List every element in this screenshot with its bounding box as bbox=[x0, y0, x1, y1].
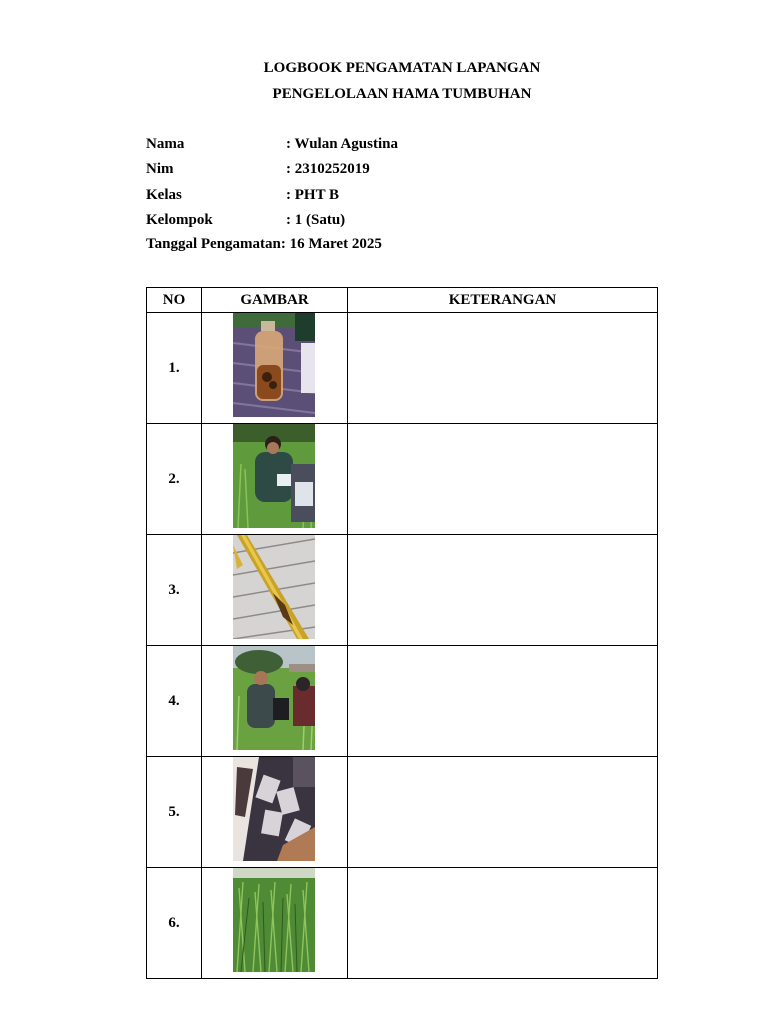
identity-row-nim bbox=[146, 159, 370, 179]
row-number: 6. bbox=[147, 868, 202, 979]
header-no: NO bbox=[147, 288, 202, 313]
identity-row-tanggal bbox=[146, 234, 382, 254]
observation-table bbox=[146, 287, 658, 979]
row-image-cell bbox=[202, 757, 348, 868]
table-row bbox=[147, 757, 658, 868]
identity-row-nama bbox=[146, 134, 398, 154]
row-keterangan bbox=[348, 646, 658, 757]
row-image-cell bbox=[202, 535, 348, 646]
header-gambar: GAMBAR bbox=[202, 288, 348, 313]
table-row bbox=[147, 535, 658, 646]
row-keterangan bbox=[348, 868, 658, 979]
identity-label: Tanggal Pengamatan: bbox=[146, 236, 286, 252]
bottle-trap-photo bbox=[233, 313, 315, 417]
row-image-cell bbox=[202, 646, 348, 757]
identity-label: Nama bbox=[146, 136, 185, 152]
row-number: 2. bbox=[147, 424, 202, 535]
row-keterangan bbox=[348, 535, 658, 646]
field-sampling-photo bbox=[233, 646, 315, 750]
document-title: LOGBOOK PENGAMATAN LAPANGAN bbox=[263, 60, 541, 76]
row-image-cell bbox=[202, 868, 348, 979]
row-keterangan bbox=[348, 424, 658, 535]
identity-row-kelas bbox=[146, 185, 339, 205]
sample-bags-photo bbox=[233, 757, 315, 861]
identity-value: : 1 (Satu) bbox=[286, 212, 346, 228]
table-row bbox=[147, 646, 658, 757]
row-number: 5. bbox=[147, 757, 202, 868]
row-number: 4. bbox=[147, 646, 202, 757]
table-row bbox=[147, 424, 658, 535]
identity-label: Nim bbox=[146, 161, 174, 177]
header-keterangan: KETERANGAN bbox=[348, 288, 658, 313]
field-observers-photo bbox=[233, 424, 315, 528]
identity-label: Kelas bbox=[146, 187, 182, 203]
row-number: 1. bbox=[147, 313, 202, 424]
table-row bbox=[147, 868, 658, 979]
identity-row-kelompok bbox=[146, 210, 345, 230]
row-image-cell bbox=[202, 313, 348, 424]
identity-value: : Wulan Agustina bbox=[286, 136, 398, 152]
row-image-cell bbox=[202, 424, 348, 535]
row-keterangan bbox=[348, 757, 658, 868]
identity-value: : 2310252019 bbox=[286, 161, 370, 177]
document-subtitle: PENGELOLAAN HAMA TUMBUHAN bbox=[272, 86, 532, 102]
rice-field-photo bbox=[233, 868, 315, 972]
identity-label: Kelompok bbox=[146, 212, 213, 228]
row-number: 3. bbox=[147, 535, 202, 646]
row-keterangan bbox=[348, 313, 658, 424]
identity-value: 16 Maret 2025 bbox=[289, 236, 382, 252]
identity-value: : PHT B bbox=[286, 187, 340, 203]
rice-stem-closeup-photo bbox=[233, 535, 315, 639]
table-header-row bbox=[147, 288, 658, 313]
table-row bbox=[147, 313, 658, 424]
